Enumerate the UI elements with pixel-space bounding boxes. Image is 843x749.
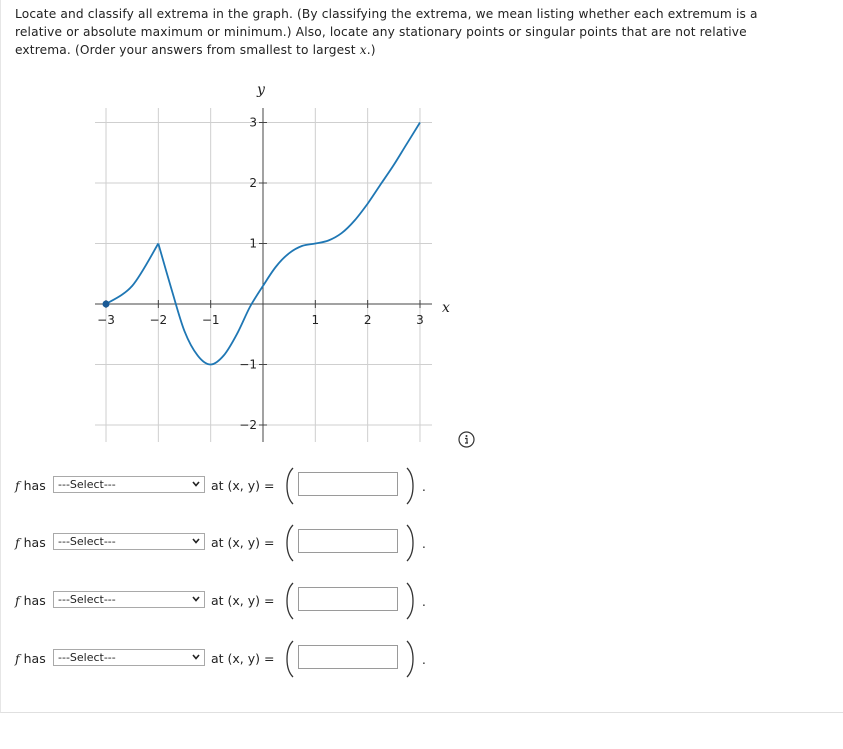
x-tick-label: 1 [311,313,320,327]
curve-markers [103,301,110,308]
extremum-type-select[interactable] [53,649,205,666]
left-paren [282,581,296,621]
endpoint-dot [103,301,110,308]
coordinate-input[interactable] [298,587,398,611]
x-tick-label: −2 [149,313,168,327]
has-text: has [23,651,46,666]
chevron-down-icon [191,593,201,605]
question-x-variable: x [359,43,367,57]
right-paren [404,581,418,621]
right-paren [404,466,418,506]
f-symbol: f [15,535,20,550]
y-tick-label: −1 [239,357,257,372]
has-text: has [23,478,46,493]
f-symbol: f [15,478,20,493]
answer-row [15,529,435,561]
left-paren [282,466,296,506]
f-has-label [15,478,46,493]
f-has-label [15,535,46,550]
select-value: ---Select--- [58,651,116,664]
x-tick-label: 3 [416,313,424,327]
at-xy-label: at (x, y) = [211,651,275,666]
answer-row [15,645,435,677]
y-tick-label: −2 [239,418,257,432]
right-paren [404,523,418,563]
at-xy-label: at (x, y) = [211,535,275,550]
select-value: ---Select--- [58,478,116,491]
chevron-down-icon [191,651,201,663]
question-line-1: Locate and classify all extrema in the graph. (By classifying the extrema, we mean listing whether each extremum is a [15,7,758,21]
has-text: has [23,593,46,608]
f-symbol: f [15,593,20,608]
extremum-type-select[interactable] [53,591,205,608]
tick-labels [97,116,424,433]
f-has-label [15,593,46,608]
extremum-type-select[interactable] [53,476,205,493]
has-text: has [23,535,46,550]
y-tick-label: 3 [249,115,257,130]
at-xy-label: at (x, y) = [211,478,275,493]
at-xy-label: at (x, y) = [211,593,275,608]
coordinate-input[interactable] [298,645,398,669]
select-value: ---Select--- [58,593,116,606]
f-has-label [15,651,46,666]
period: . [422,595,426,609]
x-tick-label: 2 [363,313,372,327]
coordinate-input[interactable] [298,472,398,496]
y-axis-label: y [257,82,265,98]
answer-row [15,587,435,619]
chevron-down-icon [191,535,201,547]
period: . [422,653,426,667]
period: . [422,480,426,494]
question-line-3-end: .) [366,43,376,57]
period: . [422,537,426,551]
select-value: ---Select--- [58,535,116,548]
coordinate-input[interactable] [298,529,398,553]
answer-row [15,472,435,504]
x-tick-label: −1 [201,313,220,327]
f-symbol: f [15,651,20,666]
axes [95,108,432,442]
x-tick-label: −3 [97,313,115,327]
question-line-2: relative or absolute maximum or minimum.) Also, locate any stationary points or singular points that are not relative [15,25,747,39]
y-tick-label: 2 [249,176,257,190]
chevron-down-icon [191,478,201,490]
left-paren [282,639,296,679]
info-icon[interactable] [458,431,475,448]
y-tick-label: 1 [249,236,257,251]
x-axis-label: x [442,300,450,316]
right-paren [404,639,418,679]
extremum-type-select[interactable] [53,533,205,550]
question-line-3-text: extrema. (Order your answers from smallest to largest [15,43,360,57]
left-paren [282,523,296,563]
